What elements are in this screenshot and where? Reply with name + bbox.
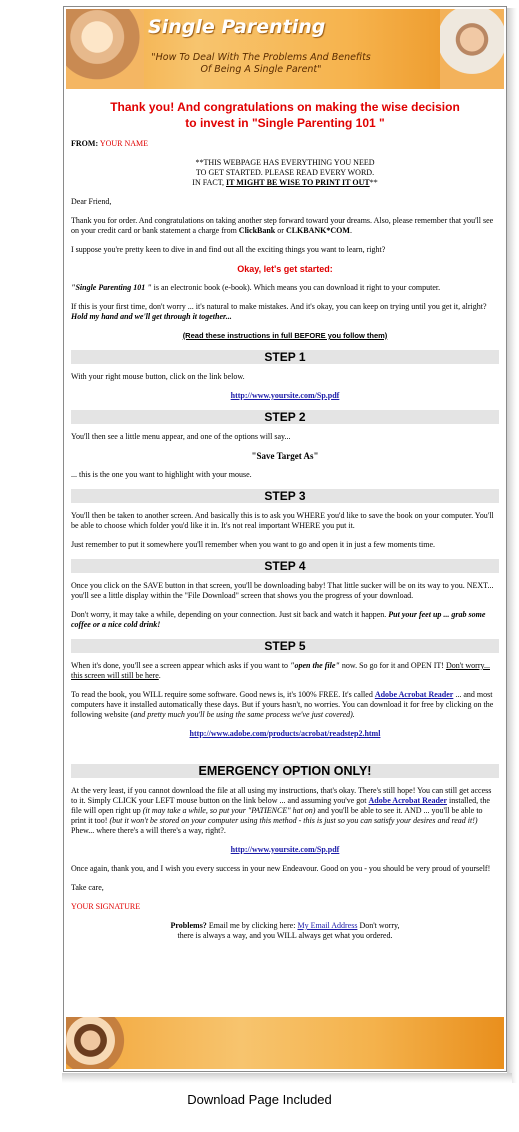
download-page-preview (63, 6, 507, 1072)
adobe-reader-link[interactable]: Adobe Acrobat Reader (374, 690, 454, 699)
clkbank-text: CLKBANK*COM (285, 226, 350, 235)
step5-heading: STEP 5 (71, 639, 499, 653)
problems-text-b: Don't worry, (359, 921, 400, 930)
or-text: or (277, 226, 284, 235)
step5-text1-c: now. So go for it and OPEN IT! (341, 661, 444, 670)
step5-text2 (71, 690, 499, 720)
para-thanks (71, 216, 499, 236)
emergency-text-f: Phew... where there's a will there's a way, right?. (71, 826, 226, 835)
ebook-title: "Single Parenting 101 " (71, 283, 152, 292)
header-banner (66, 9, 504, 89)
from-line (71, 139, 499, 149)
problems-label: Problems? (170, 921, 207, 930)
step4-text2 (71, 610, 499, 630)
step2-text: You'll then see a little menu appear, and one of the options will say... (71, 432, 291, 441)
step5-text2-a: To read the book, you WILL require some software. Good news is, it's 100% FREE. It's called (71, 690, 373, 699)
para-keen: I suppose you're pretty keen to dive in and find out all the exciting things you want to learn, right? (71, 245, 386, 254)
para-thanks-end: . (349, 226, 352, 235)
notice-line3-c: ** (369, 178, 378, 187)
step2-after: ... this is the one you want to highlight with your mouse. (71, 470, 252, 479)
step1-text: With your right mouse button, click on the link below. (71, 372, 245, 381)
closing-text: Once again, thank you, and I wish you every success in your new Endeavour. Good on you - you should be very proud of yourself! (71, 864, 491, 873)
problems-note (71, 921, 499, 941)
children-photo (66, 1017, 136, 1069)
step2-heading: STEP 2 (71, 410, 499, 424)
step5-text1-a: When it's done, you'll see a screen appear which asks if you want to (71, 661, 289, 670)
step3-text2: Just remember to put it somewhere you'll remember when you want to go and open it in just a few moments time. (71, 540, 436, 549)
header-title: Single Parenting (148, 16, 326, 38)
header-subtitle-line2: Of Being A Single Parent" (200, 64, 322, 75)
take-care: Take care, (71, 883, 104, 892)
screen-still-here: Don't worry... this screen will still be here (71, 661, 490, 680)
notice-line2: TO GET STARTED. PLEASE READ EVERY WORD. (195, 168, 375, 177)
notice-line1: **THIS WEBPAGE HAS EVERYTHING YOU NEED (195, 158, 375, 167)
para-first-time (71, 302, 499, 322)
step1-heading: STEP 1 (71, 350, 499, 364)
feet-up-text: Put your feet up ... grab some coffee or a nice cold drink! (71, 610, 486, 629)
emergency-text-a: At the very least, if you cannot download the file at all using my instructions, that's okay. There's still hope! You can still get access to it. Simply CLICK your LEFT mouse button on the link below ... and assuming you've got (71, 786, 492, 805)
para-ebook (71, 283, 499, 293)
headline-line1: Thank you! And congratulations on making the wise decision (110, 100, 460, 114)
adobe-download-link[interactable]: http://www.adobe.com/products/acrobat/readstep2.html (189, 729, 381, 738)
notice-line3-a: IN FACT, (192, 178, 224, 187)
para-thanks-text: Thank you for order. And congratulations on taking another step forward toward your dreams. Also, please remember that you'll see on your credit card or bank statement a charge from (71, 216, 494, 235)
emergency-text-d: and you'll be able to see it. AND ... you'll be able to print it too! (71, 806, 483, 825)
header-subtitle (146, 52, 376, 76)
step3-text1: You'll then be taken to another screen. And basically this is to ask you WHERE you'd like to save the book on your computer. You'll be able to choose which folder you'd like it in. It's not real important WHERE you put it. (71, 511, 494, 530)
step4-heading: STEP 4 (71, 559, 499, 573)
page-shadow-bottom (62, 1073, 512, 1083)
emergency-download-link[interactable]: http://www.yoursite.com/Sp.pdf (230, 845, 340, 854)
greeting: Dear Friend, (71, 197, 112, 206)
header-subtitle-line1: "How To Deal With The Problems And Benefits (151, 52, 371, 63)
step1-download-link[interactable]: http://www.yoursite.com/Sp.pdf (230, 391, 340, 400)
email-link[interactable]: My Email Address (297, 921, 358, 930)
step5-text2-b: ... and most computers have it installed automatically these days. But if yours hasn't, no worries. You can download it for free by clicking on the following website ( (71, 690, 494, 719)
hold-my-hand: Hold my hand and we'll get through it together... (71, 312, 232, 321)
step3-heading: STEP 3 (71, 489, 499, 503)
read-instructions-first: (Read these instructions in full BEFORE you follow them) (182, 331, 388, 340)
footer-banner (66, 1017, 504, 1069)
step5-text2-c: and pretty much you'll be using the same process we've just covered). (133, 710, 355, 719)
emergency-text-b: installed, the file will open right up (71, 796, 490, 815)
from-label: FROM: (71, 139, 99, 148)
problems-text-a: Email me by clicking here: (208, 921, 296, 930)
emergency-adobe-link[interactable]: Adobe Acrobat Reader (368, 796, 448, 805)
step5-text1-e: . (158, 671, 161, 680)
notice (71, 158, 499, 188)
headline-line2: to invest in "Single Parenting 101 " (185, 116, 385, 130)
lets-get-started: Okay, let's get started: (237, 264, 333, 274)
open-the-file: "open the file" (290, 661, 340, 670)
problems-text-c: there is always a way, and you WILL always get what you ordered. (177, 931, 393, 940)
from-name: YOUR NAME (99, 139, 149, 148)
save-target-as: "Save Target As" (251, 451, 319, 461)
ebook-desc: is an electronic book (e-book). Which means you can download it right to your computer. (153, 283, 441, 292)
emergency-text-c: (it may take a while, so put your "PATIENCE" hat on) (142, 806, 316, 815)
page-shadow-right (507, 8, 517, 1083)
notice-print-it: IT MIGHT BE WISE TO PRINT IT OUT (226, 178, 370, 187)
emergency-text (71, 786, 499, 836)
father-photo (440, 9, 504, 89)
mother-baby-photo (66, 9, 144, 89)
emergency-heading: EMERGENCY OPTION ONLY! (71, 764, 499, 778)
emergency-text-e: (but it won't be stored on your computer using this method - this is just so you can satisfy your desires and read it!) (109, 816, 478, 825)
first-time-text: If this is your first time, don't worry ... it's natural to make mistakes. And it's okay, you can keep on trying until you get it, alright? (71, 302, 487, 311)
page-content (64, 89, 506, 941)
caption: Download Page Included (187, 1092, 332, 1107)
signature: YOUR SIGNATURE (71, 902, 141, 911)
headline (71, 99, 499, 131)
clickbank-text: ClickBank (238, 226, 276, 235)
step5-text1 (71, 661, 499, 681)
step4-text1: Once you click on the SAVE button in that screen, you'll be downloading baby! That little sucker will be on its way to you. NEXT... you'll see a little display within the "File Download" screen that shows you the progress of your download. (71, 581, 494, 600)
step4-text2-a: Don't worry, it may take a while, depending on your connection. Just sit back and watch it happen. (71, 610, 387, 619)
